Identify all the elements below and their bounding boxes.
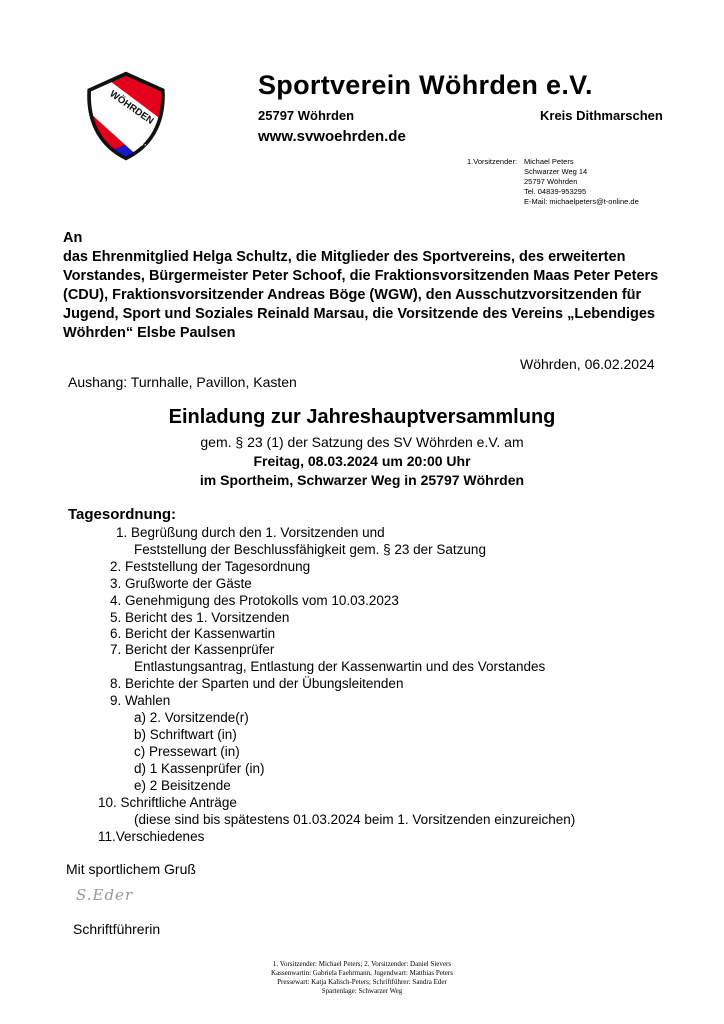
- agenda-heading: Tagesordnung:: [68, 506, 177, 523]
- agenda-item: 1. Begrüßung durch den 1. Vorsitzenden und: [116, 525, 385, 540]
- agenda-item: Entlastungsantrag, Entlastung der Kassenwartin und des Vorstandes: [134, 659, 546, 674]
- agenda-item: 4. Genehmigung des Protokolls vom 10.03.2023: [110, 593, 399, 608]
- footer-line: 1. Vorsitzender: Michael Peters; 2. Vorsitzender: Daniel Sievers: [272, 960, 452, 968]
- agenda-item: Feststellung der Beschlussfähigkeit gem. § 23 der Satzung: [134, 542, 486, 557]
- agenda-item: 8. Berichte der Sparten und der Übungsleitenden: [110, 676, 404, 691]
- recipient-block: [63, 229, 683, 343]
- organization-website: www.svwoehrden.de: [258, 128, 406, 145]
- recipient-text: das Ehrenmitglied Helga Schultz, die Mitglieder des Sportvereins, des erweiterten Vorstandes, Bürgermeister Peter Schoof, die Fraktionsvorsitzenden Maas Peter Peters (CDU), Fraktionsvorsitzender Andreas Böge (WGW), den Ausschutzvorsitzenden für Jugend, Sport und Soziales Reinald Marsau, die Vorsitzende des Vereins „Lebendiges Wöhrden“ Elsbe Paulsen: [63, 249, 659, 341]
- agenda-subitem: d) 1 Kassenprüfer (in): [134, 761, 265, 776]
- footer-line: Spartenlage: Schwarzer Weg: [321, 987, 403, 995]
- logo-text-bottom: e.V.: [132, 138, 147, 148]
- invitation-date-line: Freitag, 08.03.2024 um 20:00 Uhr: [253, 453, 471, 469]
- agenda-subitem: c) Pressewart (in): [134, 744, 240, 759]
- agenda-item: 7. Bericht der Kassenprüfer: [110, 642, 275, 657]
- invitation-location-line: im Sportheim, Schwarzer Weg in 25797 Wöhrden: [199, 472, 525, 488]
- place-date: Wöhrden, 06.02.2024: [520, 356, 655, 372]
- agenda-item: 3. Grußworte der Gäste: [110, 576, 252, 591]
- handwritten-signature: S.Eder: [76, 886, 134, 904]
- agenda-item: 6. Bericht der Kassenwartin: [110, 626, 276, 641]
- agenda-item: 10. Schriftliche Anträge: [98, 795, 237, 810]
- club-logo: [80, 70, 172, 162]
- agenda-subitem: a) 2. Vorsitzende(r): [134, 710, 249, 725]
- footer-line: Kassenwartin: Gabriela Faehrmann, Jugendwart: Matthias Peters: [271, 969, 453, 977]
- agenda-subitem: b) Schriftwart (in): [134, 727, 237, 742]
- organization-district: Kreis Dithmarschen: [540, 108, 663, 123]
- contact-label: 1.Vorsitzender:: [467, 157, 518, 166]
- footer-line: Pressewart: Katja Kalisch-Peters; Schriftführer: Sandra Eder: [277, 978, 447, 986]
- organization-name: Sportverein Wöhrden e.V.: [258, 70, 593, 100]
- agenda-item: (diese sind bis spätestens 01.03.2024 beim 1. Vorsitzenden einzureichen): [134, 812, 576, 827]
- agenda-item: 9. Wahlen: [110, 693, 171, 708]
- contact-name: Michael Peters: [524, 157, 574, 166]
- organization-city: 25797 Wöhrden: [258, 108, 355, 123]
- posting-notice: Aushang: Turnhalle, Pavillon, Kasten: [68, 374, 297, 390]
- invitation-title: Einladung zur Jahreshauptversammlung: [168, 406, 556, 428]
- contact-phone: Tel. 04839-953295: [524, 187, 587, 196]
- agenda-item: 11.Verschiedenes: [98, 829, 205, 844]
- agenda-subitem: e) 2 Beisitzende: [134, 778, 231, 793]
- invitation-statute-line: gem. § 23 (1) der Satzung des SV Wöhrden e.V. am: [200, 434, 524, 450]
- recipient-intro: An: [63, 230, 83, 246]
- contact-street: Schwarzer Weg 14: [524, 167, 588, 176]
- contact-city: 25797 Wöhrden: [524, 177, 578, 186]
- closing-greeting: Mit sportlichem Gruß: [66, 861, 196, 877]
- logo-text-middle: WÖHRDEN: [107, 88, 156, 127]
- logo-text-top: SV: [94, 85, 112, 101]
- contact-block: [524, 157, 639, 207]
- agenda-item: 5. Bericht des 1. Vorsitzenden: [110, 610, 290, 625]
- contact-email: E-Mail: michaelpeters@t-online.de: [524, 197, 639, 206]
- agenda-item: 2. Feststellung der Tagesordnung: [110, 559, 311, 574]
- signer-role: Schriftführerin: [73, 921, 161, 937]
